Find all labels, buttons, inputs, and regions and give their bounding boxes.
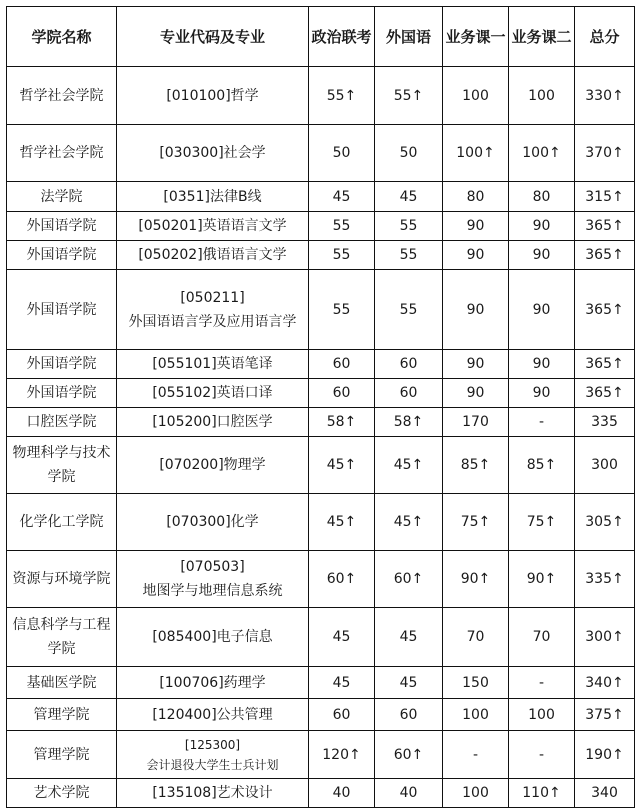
course-one-score-cell: 70 [443,608,509,667]
major-cell: [125300] 会计退役大学生士兵计划 [117,731,309,779]
course-two-score-cell: 90 [509,350,575,379]
major-cell: [105200]口腔医学 [117,408,309,437]
foreign-language-score-cell: 55↑ [375,67,443,125]
table-row [7,67,635,125]
table-row [7,699,635,731]
table-row [7,241,635,270]
politics-score-cell: 55 [309,270,375,350]
major-cell: [070200]物理学 [117,437,309,494]
total-score-cell: 190↑ [575,731,635,779]
course-one-score-cell: 90↑ [443,551,509,608]
foreign-language-score-cell: 40 [375,779,443,808]
header-total: 总分 [575,7,635,67]
course-one-score-cell: 90 [443,350,509,379]
total-score-cell: 365↑ [575,270,635,350]
course-one-score-cell: 90 [443,379,509,408]
politics-score-cell: 55 [309,241,375,270]
major-cell: [120400]公共管理 [117,699,309,731]
course-two-score-cell: 90 [509,379,575,408]
major-cell: [010100]哲学 [117,67,309,125]
course-two-score-cell: 100 [509,699,575,731]
foreign-language-score-cell: 50 [375,125,443,182]
college-cell: 外国语学院 [7,241,117,270]
college-cell: 管理学院 [7,731,117,779]
total-score-cell: 335 [575,408,635,437]
politics-score-cell: 60 [309,350,375,379]
college-cell: 口腔医学院 [7,408,117,437]
course-one-score-cell: 100 [443,699,509,731]
politics-score-cell: 45 [309,608,375,667]
politics-score-cell: 55 [309,212,375,241]
politics-score-cell: 55↑ [309,67,375,125]
course-two-score-cell: 90 [509,241,575,270]
total-score-cell: 365↑ [575,212,635,241]
total-score-cell: 300 [575,437,635,494]
foreign-language-score-cell: 60↑ [375,731,443,779]
course-two-score-cell: 110↑ [509,779,575,808]
total-score-cell: 365↑ [575,241,635,270]
header-course-two: 业务课二 [509,7,575,67]
major-cell: [055102]英语口译 [117,379,309,408]
politics-score-cell: 120↑ [309,731,375,779]
course-two-score-cell: - [509,408,575,437]
college-cell: 物理科学与技术学院 [7,437,117,494]
college-cell: 基础医学院 [7,667,117,699]
course-two-score-cell: - [509,731,575,779]
politics-score-cell: 45↑ [309,437,375,494]
politics-score-cell: 50 [309,125,375,182]
foreign-language-score-cell: 60 [375,379,443,408]
course-one-score-cell: 90 [443,270,509,350]
major-cell: [055101]英语笔译 [117,350,309,379]
table-row [7,437,635,494]
foreign-language-score-cell: 55 [375,212,443,241]
course-two-score-cell: 90 [509,270,575,350]
politics-score-cell: 60 [309,379,375,408]
major-cell: [0351]法律B线 [117,182,309,212]
major-cell: [050201]英语语言文学 [117,212,309,241]
course-one-score-cell: 85↑ [443,437,509,494]
table-body [7,67,635,808]
course-one-score-cell: 80 [443,182,509,212]
college-cell: 哲学社会学院 [7,125,117,182]
course-one-score-cell: 100 [443,67,509,125]
table-row [7,494,635,551]
course-two-score-cell: 80 [509,182,575,212]
table-row [7,667,635,699]
total-score-cell: 370↑ [575,125,635,182]
major-cell: [100706]药理学 [117,667,309,699]
table-row [7,125,635,182]
total-score-cell: 365↑ [575,350,635,379]
total-score-cell: 330↑ [575,67,635,125]
table-row [7,779,635,808]
header-major: 专业代码及专业 [117,7,309,67]
table-row [7,551,635,608]
course-one-score-cell: - [443,731,509,779]
major-cell: [085400]电子信息 [117,608,309,667]
course-two-score-cell: 100↑ [509,125,575,182]
major-cell: [050211] 外国语语言学及应用语言学 [117,270,309,350]
major-cell: [135108]艺术设计 [117,779,309,808]
admission-score-table [6,6,635,808]
foreign-language-score-cell: 45 [375,182,443,212]
foreign-language-score-cell: 58↑ [375,408,443,437]
foreign-language-score-cell: 60↑ [375,551,443,608]
foreign-language-score-cell: 55 [375,241,443,270]
table-row [7,212,635,241]
admission-score-table-container [6,6,635,808]
politics-score-cell: 60 [309,699,375,731]
course-two-score-cell: 85↑ [509,437,575,494]
course-two-score-cell: - [509,667,575,699]
course-two-score-cell: 90 [509,212,575,241]
total-score-cell: 315↑ [575,182,635,212]
course-one-score-cell: 100 [443,779,509,808]
header-politics: 政治联考 [309,7,375,67]
foreign-language-score-cell: 45 [375,667,443,699]
college-cell: 外国语学院 [7,379,117,408]
total-score-cell: 340↑ [575,667,635,699]
college-cell: 信息科学与工程学院 [7,608,117,667]
course-one-score-cell: 100↑ [443,125,509,182]
table-row [7,379,635,408]
header-course-one: 业务课一 [443,7,509,67]
college-cell: 法学院 [7,182,117,212]
foreign-language-score-cell: 45↑ [375,494,443,551]
college-cell: 外国语学院 [7,212,117,241]
college-cell: 外国语学院 [7,270,117,350]
foreign-language-score-cell: 60 [375,350,443,379]
course-one-score-cell: 90 [443,241,509,270]
college-cell: 外国语学院 [7,350,117,379]
course-one-score-cell: 170 [443,408,509,437]
course-one-score-cell: 75↑ [443,494,509,551]
total-score-cell: 335↑ [575,551,635,608]
total-score-cell: 375↑ [575,699,635,731]
major-cell: [030300]社会学 [117,125,309,182]
politics-score-cell: 58↑ [309,408,375,437]
course-two-score-cell: 90↑ [509,551,575,608]
total-score-cell: 365↑ [575,379,635,408]
total-score-cell: 340 [575,779,635,808]
foreign-language-score-cell: 55 [375,270,443,350]
total-score-cell: 305↑ [575,494,635,551]
politics-score-cell: 45↑ [309,494,375,551]
politics-score-cell: 45 [309,182,375,212]
course-one-score-cell: 90 [443,212,509,241]
major-cell: [070503] 地图学与地理信息系统 [117,551,309,608]
major-cell: [070300]化学 [117,494,309,551]
college-cell: 化学化工学院 [7,494,117,551]
politics-score-cell: 60↑ [309,551,375,608]
table-row [7,270,635,350]
foreign-language-score-cell: 45 [375,608,443,667]
header-foreign-language: 外国语 [375,7,443,67]
table-row [7,408,635,437]
table-row [7,350,635,379]
politics-score-cell: 40 [309,779,375,808]
college-cell: 哲学社会学院 [7,67,117,125]
college-cell: 艺术学院 [7,779,117,808]
course-two-score-cell: 70 [509,608,575,667]
major-cell: [050202]俄语语言文学 [117,241,309,270]
table-row [7,731,635,779]
politics-score-cell: 45 [309,667,375,699]
foreign-language-score-cell: 60 [375,699,443,731]
foreign-language-score-cell: 45↑ [375,437,443,494]
college-cell: 管理学院 [7,699,117,731]
total-score-cell: 300↑ [575,608,635,667]
course-two-score-cell: 100 [509,67,575,125]
course-two-score-cell: 75↑ [509,494,575,551]
course-one-score-cell: 150 [443,667,509,699]
table-row [7,608,635,667]
header-college: 学院名称 [7,7,117,67]
college-cell: 资源与环境学院 [7,551,117,608]
table-row [7,182,635,212]
header-row [7,7,635,67]
